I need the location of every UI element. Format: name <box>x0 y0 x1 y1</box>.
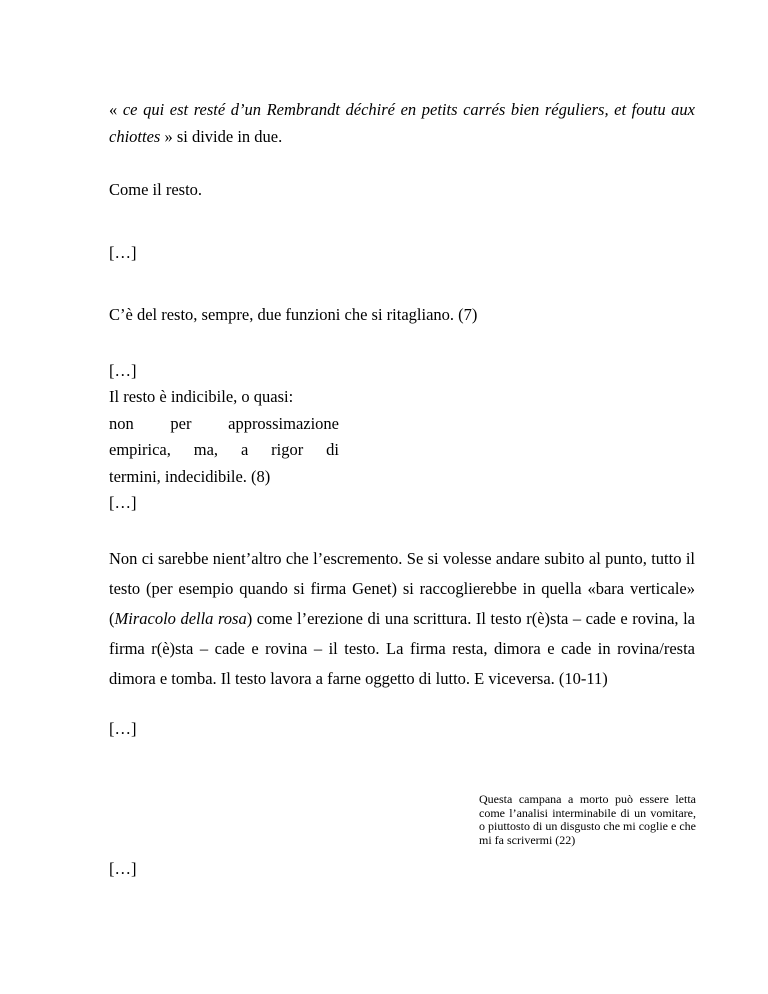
paragraph-rembrandt-quote <box>109 97 695 150</box>
paragraph-indicibile <box>109 384 339 490</box>
quote-open: « <box>109 100 123 119</box>
ellipsis-marker-4: […] <box>109 719 137 738</box>
ellipsis-marker-5: […] <box>109 859 137 878</box>
escremento-text-2: ) come l’erezione di una scrittura. Il testo r(è)sta – cade e rovina, la firma r(è)sta – cade e rovina – il testo. La firma resta, dimora e cade in rovina/resta dimora e tomba. Il testo lavora a farne oggetto di lutto. E viceversa. (10-11) <box>109 609 695 688</box>
indicibile-line-1: Il resto è indicibile, o quasi: <box>109 387 294 406</box>
miracolo-della-rosa-title: Miracolo della rosa <box>114 609 247 628</box>
indicibile-line-3: empirica, ma, a rigor di <box>109 440 339 459</box>
indicibile-line-2: non per approssimazione <box>109 413 339 433</box>
paragraph-come-il-resto: Come il resto. <box>109 180 203 199</box>
ellipsis-marker-1: […] <box>109 243 137 262</box>
paragraph-due-funzioni: C’è del resto, sempre, due funzioni che si ritagliano. (7) <box>109 305 478 324</box>
side-note-campana: Questa campana a morto può essere letta come l’analisi interminabile di un vomitare, o piuttosto di un disgusto che mi coglie e che mi fa scrivermi (22) <box>479 792 696 847</box>
paragraph-escremento <box>109 544 695 694</box>
quote-italic-text: ce qui est resté d’un Rembrandt déchiré en petits carrés bien réguliers, et foutu aux chiottes <box>109 100 696 146</box>
ellipsis-marker-2: […] <box>109 361 137 380</box>
quote-close: » si divide in due. <box>160 126 283 146</box>
indicibile-line-4: termini, indecidibile. (8) <box>109 466 271 486</box>
escremento-text-1: Non ci sarebbe nient’altro che l’escremento. Se si volesse andare subito al punto, tutto il testo (per esempio quando si firma Genet) si raccoglierebbe in quella «bara verticale» ( <box>109 549 695 628</box>
ellipsis-marker-3: […] <box>109 493 137 512</box>
